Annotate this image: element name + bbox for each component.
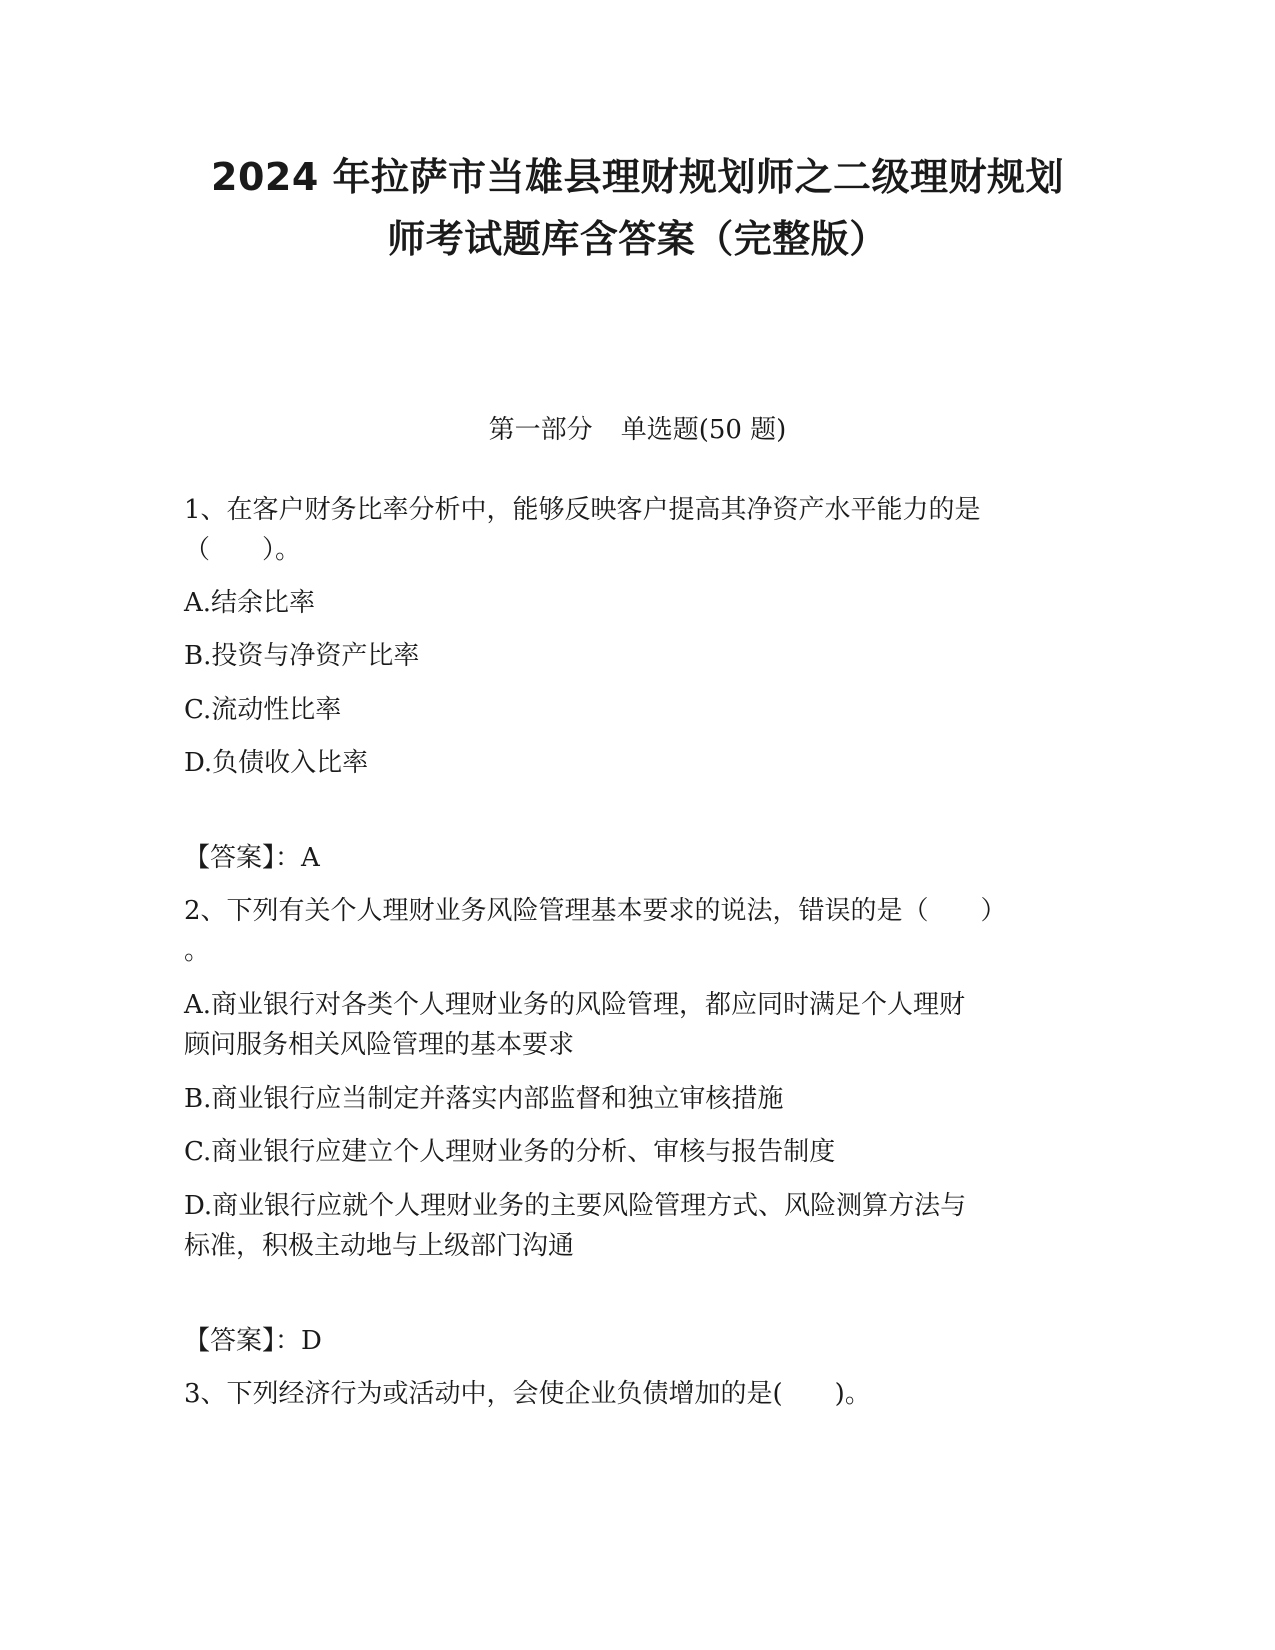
question-2-option-c bbox=[184, 1132, 1084, 1172]
question-1-stem-line-1: 1、在客户财务比率分析中，能够反映客户提高其净资产水平能力的是 bbox=[184, 495, 981, 525]
section-heading bbox=[0, 412, 1275, 448]
option-text: D.负债收入比率 bbox=[184, 748, 369, 778]
option-text: C.流动性比率 bbox=[184, 695, 342, 725]
question-3-stem bbox=[184, 1374, 1084, 1414]
question-1-stem bbox=[184, 490, 1084, 570]
question-1-option-a bbox=[184, 583, 1084, 623]
question-1-stem-line-2: （ ）。 bbox=[184, 535, 302, 565]
option-text: C.商业银行应建立个人理财业务的分析、审核与报告制度 bbox=[184, 1137, 836, 1167]
option-text: B.投资与净资产比率 bbox=[184, 641, 420, 671]
question-1-option-d bbox=[184, 743, 1084, 783]
option-text: B.商业银行应当制定并落实内部监督和独立审核措施 bbox=[184, 1084, 784, 1114]
title-line-1: 2024 年拉萨市当雄县理财规划师之二级理财规划 bbox=[211, 155, 1064, 199]
section-name: 单选题(50 题) bbox=[620, 415, 787, 445]
option-text-line-2: 标准，积极主动地与上级部门沟通 bbox=[184, 1231, 575, 1261]
title-line-2: 师考试题库含答案（完整版） bbox=[387, 217, 888, 261]
answer-text: 【答案】：A bbox=[184, 843, 320, 873]
question-1-option-b bbox=[184, 636, 1084, 676]
answer-text: 【答案】：D bbox=[184, 1326, 322, 1356]
question-3-stem-line-1: 3、下列经济行为或活动中，会使企业负债增加的是( )。 bbox=[184, 1379, 871, 1409]
question-2-stem-line-2: 。 bbox=[184, 936, 211, 966]
question-2-answer bbox=[184, 1321, 1084, 1361]
question-2-stem bbox=[184, 891, 1084, 971]
document-title bbox=[150, 146, 1125, 270]
question-2-stem-line-1: 2、下列有关个人理财业务风险管理基本要求的说法，错误的是（ ） bbox=[184, 896, 1007, 926]
question-1-option-c bbox=[184, 690, 1084, 730]
question-2-option-b bbox=[184, 1079, 1084, 1119]
question-2-option-a bbox=[184, 985, 1084, 1065]
option-text-line-2: 顾问服务相关风险管理的基本要求 bbox=[184, 1030, 575, 1060]
question-1-answer bbox=[184, 838, 1084, 878]
question-2-option-d bbox=[184, 1186, 1084, 1266]
option-text: A.结余比率 bbox=[184, 588, 316, 618]
option-text-line-1: A.商业银行对各类个人理财业务的风险管理，都应同时满足个人理财 bbox=[184, 990, 966, 1020]
section-part: 第一部分 bbox=[488, 415, 593, 445]
option-text-line-1: D.商业银行应就个人理财业务的主要风险管理方式、风险测算方法与 bbox=[184, 1191, 967, 1221]
